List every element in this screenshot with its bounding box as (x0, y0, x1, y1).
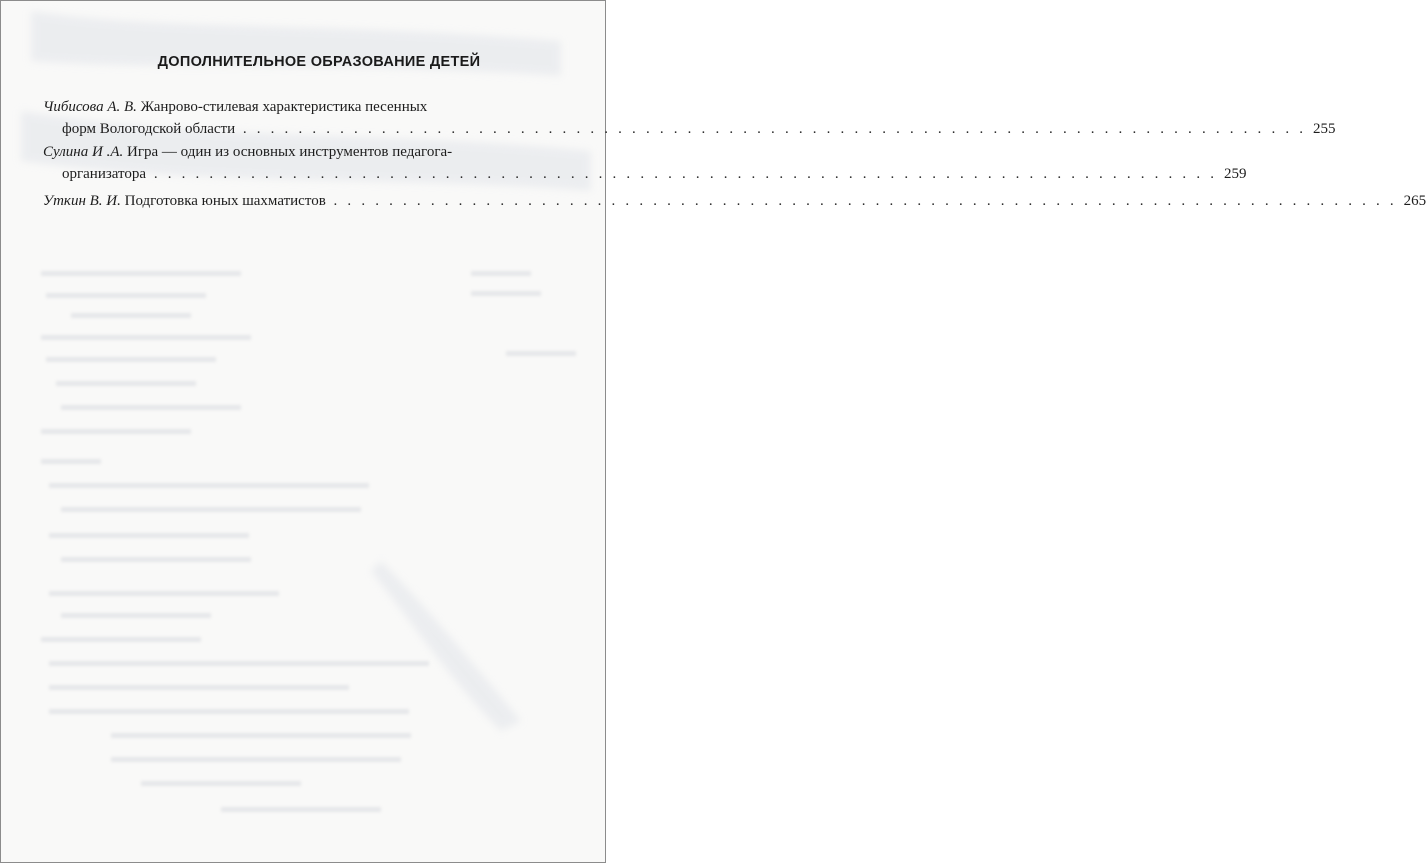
entry-page-number: 255 (1312, 121, 1336, 137)
entry-heading (43, 193, 330, 209)
dot-leader: . . . . . . . . . . . . . . . . . . . . . . . . . . . . . . . . . . . . . . . . . . . . . . . . . . . . . . . . . . . . . . . . . . . . . . . . . . . . . (153, 166, 1218, 182)
entry-title: Игра — один из основных инструментов педагога- (127, 144, 453, 160)
entry-author: Чибисова А. В. (43, 99, 137, 115)
toc-entry-last-line (43, 118, 1336, 140)
dot-leader: . . . . . . . . . . . . . . . . . . . . . . . . . . . . . . . . . . . . . . . . . . . . . . . . . . . . . . . . . . . . . . . . . . . . . . . . . . . . . (333, 193, 1397, 209)
toc-entry[interactable] (43, 141, 1247, 185)
entry-title: Жанрово-стилевая характеристика песенных (140, 99, 428, 115)
toc-entry-first-line (43, 141, 569, 163)
entry-page-number: 265 (1403, 193, 1426, 209)
entry-author: Уткин В. И. (43, 193, 121, 209)
section-heading: ДОПОЛНИТЕЛЬНОЕ ОБРАЗОВАНИЕ ДЕТЕЙ (157, 54, 481, 70)
dot-leader: . . . . . . . . . . . . . . . . . . . . . . . . . . . . . . . . . . . . . . . . . . . . . . . . . . . . . . . . . . . . . . . . . . . . . . . . . . . . . (242, 121, 1307, 137)
toc-entry-last-line (43, 190, 1426, 212)
toc-entry[interactable] (43, 96, 1336, 140)
entry-page-number: 259 (1223, 166, 1247, 182)
toc-entry-last-line (43, 163, 1247, 185)
toc-entry-first-line (43, 96, 569, 118)
entry-title: Подготовка юных шахматистов (124, 193, 326, 209)
entry-title-continued: организатора (62, 166, 147, 182)
entry-author: Сулина И .А. (43, 144, 124, 160)
toc-entry[interactable] (43, 190, 1426, 212)
entry-title-continued: форм Вологодской области (62, 121, 236, 137)
